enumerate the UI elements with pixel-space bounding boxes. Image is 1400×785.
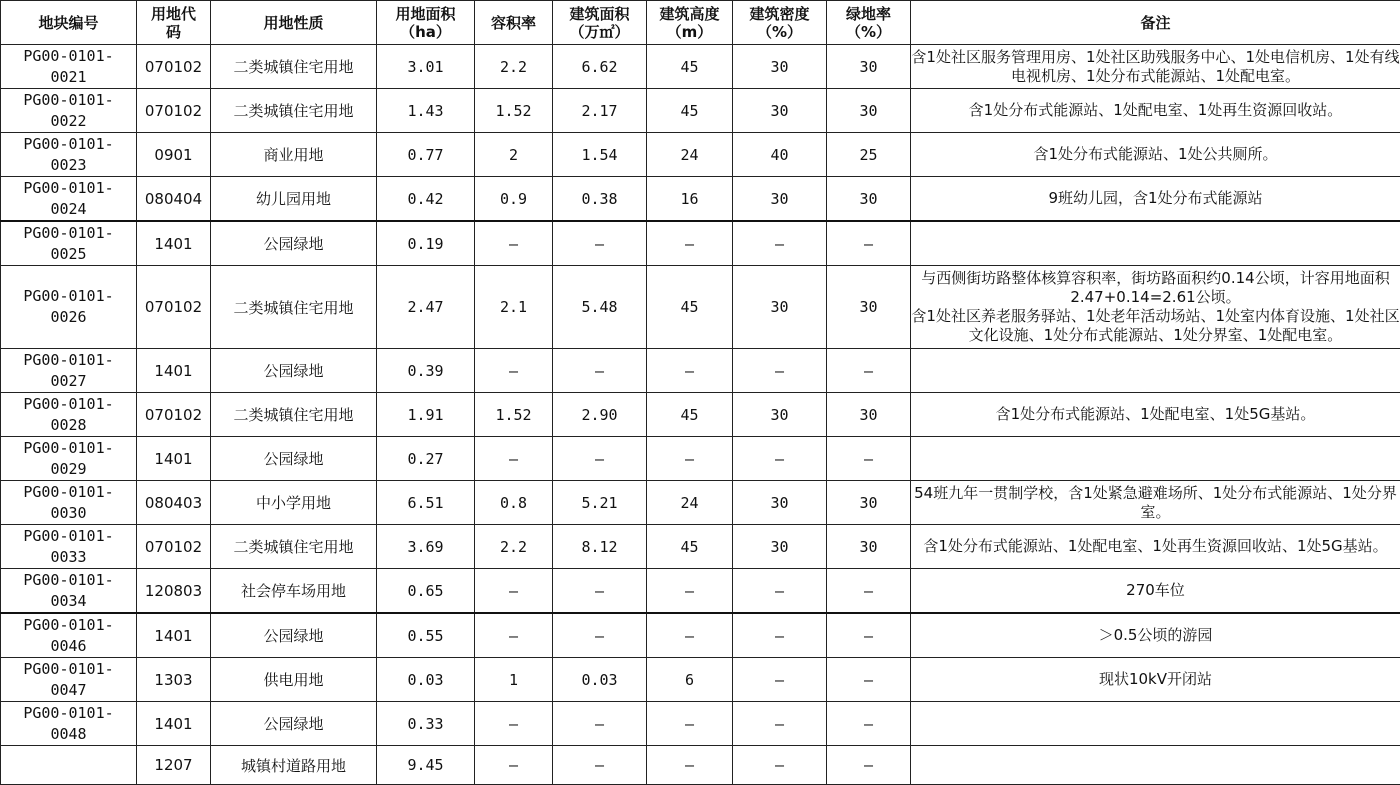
cell-area: 1.91	[377, 393, 475, 437]
header-green: 绿地率 （%）	[827, 1, 911, 45]
table-row	[1, 481, 1400, 525]
cell-density: —	[733, 437, 827, 481]
cell-green: 30	[827, 481, 911, 525]
cell-building-area: —	[553, 569, 647, 614]
cell-nature: 幼儿园用地	[211, 177, 377, 222]
header-height: 建筑高度 （m）	[647, 1, 733, 45]
cell-block-id: PG00-0101- 0046	[1, 613, 137, 658]
cell-far: —	[475, 349, 553, 393]
cell-density: —	[733, 658, 827, 702]
cell-nature: 公园绿地	[211, 702, 377, 746]
cell-notes: ＞0.5公顷的游园	[911, 613, 1400, 658]
cell-far: 1.52	[475, 393, 553, 437]
header-building-area: 建筑面积 （万㎡）	[553, 1, 647, 45]
cell-notes: 含1处分布式能源站、1处配电室、1处再生资源回收站、1处5G基站。	[911, 525, 1400, 569]
cell-green: —	[827, 613, 911, 658]
cell-area: 0.39	[377, 349, 475, 393]
table-row	[1, 177, 1400, 222]
cell-nature: 二类城镇住宅用地	[211, 45, 377, 89]
cell-building-area: —	[553, 746, 647, 785]
cell-block-id: PG00-0101- 0030	[1, 481, 137, 525]
cell-far: 2.1	[475, 266, 553, 349]
table-row	[1, 266, 1400, 349]
cell-notes: 含1处社区服务管理用房、1处社区助残服务中心、1处电信机房、1处有线电视机房、1处分布式能源站、1处配电室。	[911, 45, 1400, 89]
cell-block-id: PG00-0101- 0021	[1, 45, 137, 89]
cell-area: 0.33	[377, 702, 475, 746]
cell-green: —	[827, 746, 911, 785]
cell-density: 30	[733, 89, 827, 133]
cell-code: 1401	[137, 613, 211, 658]
table-body	[1, 45, 1400, 785]
cell-building-area: 8.12	[553, 525, 647, 569]
cell-far: —	[475, 569, 553, 614]
cell-area: 0.77	[377, 133, 475, 177]
cell-density: 30	[733, 393, 827, 437]
cell-height: —	[647, 437, 733, 481]
cell-nature: 公园绿地	[211, 437, 377, 481]
cell-far: 1	[475, 658, 553, 702]
table-row	[1, 658, 1400, 702]
cell-height: 6	[647, 658, 733, 702]
cell-green: —	[827, 221, 911, 266]
cell-far: 0.9	[475, 177, 553, 222]
cell-nature: 商业用地	[211, 133, 377, 177]
cell-green: 30	[827, 89, 911, 133]
cell-density: 30	[733, 266, 827, 349]
cell-nature: 二类城镇住宅用地	[211, 393, 377, 437]
cell-density: —	[733, 349, 827, 393]
cell-far: —	[475, 702, 553, 746]
cell-building-area: 2.17	[553, 89, 647, 133]
table-header	[1, 1, 1400, 45]
cell-block-id: PG00-0101- 0048	[1, 702, 137, 746]
cell-far: —	[475, 613, 553, 658]
cell-building-area: 6.62	[553, 45, 647, 89]
cell-code: 1401	[137, 437, 211, 481]
cell-height: 45	[647, 45, 733, 89]
table-row	[1, 45, 1400, 89]
cell-height: —	[647, 702, 733, 746]
cell-block-id	[1, 746, 137, 785]
cell-block-id: PG00-0101- 0025	[1, 221, 137, 266]
cell-block-id: PG00-0101- 0022	[1, 89, 137, 133]
cell-block-id: PG00-0101- 0024	[1, 177, 137, 222]
header-block-id: 地块编号	[1, 1, 137, 45]
cell-green: 25	[827, 133, 911, 177]
cell-nature: 供电用地	[211, 658, 377, 702]
cell-block-id: PG00-0101- 0033	[1, 525, 137, 569]
cell-height: —	[647, 569, 733, 614]
cell-nature: 二类城镇住宅用地	[211, 89, 377, 133]
table-row	[1, 133, 1400, 177]
cell-height: —	[647, 613, 733, 658]
cell-area: 0.27	[377, 437, 475, 481]
cell-nature: 二类城镇住宅用地	[211, 525, 377, 569]
cell-area: 3.69	[377, 525, 475, 569]
cell-nature: 二类城镇住宅用地	[211, 266, 377, 349]
cell-code: 1401	[137, 221, 211, 266]
cell-height: —	[647, 221, 733, 266]
cell-code: 070102	[137, 525, 211, 569]
cell-area: 3.01	[377, 45, 475, 89]
cell-area: 2.47	[377, 266, 475, 349]
cell-area: 1.43	[377, 89, 475, 133]
cell-far: 2.2	[475, 45, 553, 89]
cell-area: 6.51	[377, 481, 475, 525]
cell-density: —	[733, 613, 827, 658]
cell-building-area: 5.48	[553, 266, 647, 349]
cell-density: —	[733, 702, 827, 746]
cell-density: —	[733, 746, 827, 785]
cell-height: 45	[647, 393, 733, 437]
cell-area: 0.42	[377, 177, 475, 222]
cell-density: 30	[733, 525, 827, 569]
cell-building-area: —	[553, 702, 647, 746]
table-row	[1, 437, 1400, 481]
table-row	[1, 613, 1400, 658]
cell-building-area: —	[553, 613, 647, 658]
cell-notes: 含1处分布式能源站、1处配电室、1处5G基站。	[911, 393, 1400, 437]
table-row	[1, 349, 1400, 393]
cell-notes	[911, 437, 1400, 481]
cell-green: —	[827, 702, 911, 746]
cell-block-id: PG00-0101- 0023	[1, 133, 137, 177]
cell-building-area: —	[553, 437, 647, 481]
cell-green: —	[827, 349, 911, 393]
cell-code: 070102	[137, 89, 211, 133]
cell-block-id: PG00-0101- 0034	[1, 569, 137, 614]
cell-building-area: 0.38	[553, 177, 647, 222]
cell-nature: 公园绿地	[211, 221, 377, 266]
cell-density: —	[733, 221, 827, 266]
cell-notes: 含1处分布式能源站、1处配电室、1处再生资源回收站。	[911, 89, 1400, 133]
cell-code: 070102	[137, 45, 211, 89]
cell-area: 0.19	[377, 221, 475, 266]
cell-density: 30	[733, 177, 827, 222]
cell-code: 070102	[137, 393, 211, 437]
cell-area: 9.45	[377, 746, 475, 785]
cell-density: 30	[733, 481, 827, 525]
cell-notes: 与西侧街坊路整体核算容积率，街坊路面积约0.14公顷，计容用地面积2.47+0.14=2.61公顷。 含1处社区养老服务驿站、1处老年活动场站、1处室内体育设施、1处社区文化设施、1处分布式能源站、1处分界室、1处配电室。	[911, 266, 1400, 349]
cell-notes	[911, 221, 1400, 266]
cell-height: 45	[647, 89, 733, 133]
cell-green: 30	[827, 177, 911, 222]
cell-nature: 城镇村道路用地	[211, 746, 377, 785]
cell-code: 1303	[137, 658, 211, 702]
cell-block-id: PG00-0101- 0028	[1, 393, 137, 437]
table-row	[1, 221, 1400, 266]
cell-code: 120803	[137, 569, 211, 614]
cell-density: —	[733, 569, 827, 614]
cell-notes: 现状10kV开闭站	[911, 658, 1400, 702]
cell-height: —	[647, 349, 733, 393]
cell-green: 30	[827, 525, 911, 569]
cell-notes: 9班幼儿园，含1处分布式能源站	[911, 177, 1400, 222]
cell-nature: 中小学用地	[211, 481, 377, 525]
cell-green: —	[827, 658, 911, 702]
cell-building-area: 1.54	[553, 133, 647, 177]
cell-area: 0.03	[377, 658, 475, 702]
cell-code: 1401	[137, 349, 211, 393]
cell-far: —	[475, 221, 553, 266]
cell-notes: 270车位	[911, 569, 1400, 614]
cell-code: 1401	[137, 702, 211, 746]
table-row	[1, 525, 1400, 569]
cell-notes	[911, 746, 1400, 785]
cell-building-area: 2.90	[553, 393, 647, 437]
cell-code: 080404	[137, 177, 211, 222]
cell-green: 30	[827, 45, 911, 89]
cell-density: 40	[733, 133, 827, 177]
table-row	[1, 393, 1400, 437]
header-nature: 用地性质	[211, 1, 377, 45]
cell-block-id: PG00-0101- 0027	[1, 349, 137, 393]
cell-far: —	[475, 437, 553, 481]
header-density: 建筑密度 （%）	[733, 1, 827, 45]
cell-code: 080403	[137, 481, 211, 525]
cell-area: 0.55	[377, 613, 475, 658]
cell-nature: 社会停车场用地	[211, 569, 377, 614]
cell-building-area: 0.03	[553, 658, 647, 702]
cell-height: 45	[647, 525, 733, 569]
cell-code: 070102	[137, 266, 211, 349]
cell-far: 2	[475, 133, 553, 177]
cell-height: —	[647, 746, 733, 785]
cell-notes	[911, 702, 1400, 746]
cell-green: 30	[827, 393, 911, 437]
header-area: 用地面积 （ha）	[377, 1, 475, 45]
cell-far: 1.52	[475, 89, 553, 133]
cell-block-id: PG00-0101- 0026	[1, 266, 137, 349]
table-row	[1, 746, 1400, 785]
cell-notes	[911, 349, 1400, 393]
cell-building-area: —	[553, 221, 647, 266]
cell-code: 1207	[137, 746, 211, 785]
header-notes: 备注	[911, 1, 1400, 45]
cell-notes: 含1处分布式能源站、1处公共厕所。	[911, 133, 1400, 177]
cell-density: 30	[733, 45, 827, 89]
cell-nature: 公园绿地	[211, 613, 377, 658]
cell-nature: 公园绿地	[211, 349, 377, 393]
cell-area: 0.65	[377, 569, 475, 614]
table-row	[1, 569, 1400, 614]
table-row	[1, 89, 1400, 133]
table-row	[1, 702, 1400, 746]
cell-far: 2.2	[475, 525, 553, 569]
header-code: 用地代 码	[137, 1, 211, 45]
cell-green: 30	[827, 266, 911, 349]
cell-building-area: 5.21	[553, 481, 647, 525]
cell-code: 0901	[137, 133, 211, 177]
cell-far: —	[475, 746, 553, 785]
cell-notes: 54班九年一贯制学校，含1处紧急避难场所、1处分布式能源站、1处分界室。	[911, 481, 1400, 525]
cell-green: —	[827, 569, 911, 614]
cell-block-id: PG00-0101- 0047	[1, 658, 137, 702]
cell-height: 24	[647, 481, 733, 525]
header-far: 容积率	[475, 1, 553, 45]
cell-building-area: —	[553, 349, 647, 393]
cell-height: 24	[647, 133, 733, 177]
cell-height: 16	[647, 177, 733, 222]
cell-green: —	[827, 437, 911, 481]
cell-height: 45	[647, 266, 733, 349]
cell-far: 0.8	[475, 481, 553, 525]
cell-block-id: PG00-0101- 0029	[1, 437, 137, 481]
